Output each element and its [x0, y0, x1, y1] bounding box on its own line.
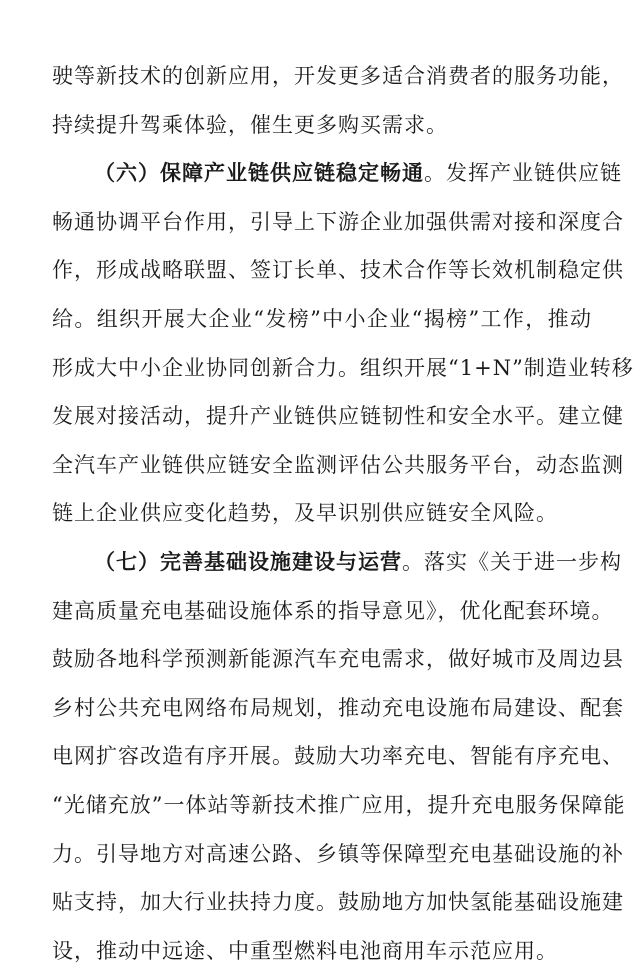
paragraph-line: 鼓励各地科学预测新能源汽车充电需求，做好城市及周边县	[52, 647, 624, 672]
section-6-heading: （六）保障产业链供应链稳定畅通	[94, 161, 424, 186]
section-6-first-line-text: 。发挥产业链供应链	[424, 161, 622, 186]
paragraph-line: 链上企业供应变化趋势，及早识别供应链安全风险。	[52, 501, 558, 526]
paragraph-line: 畅通协调平台作用，引导上下游企业加强供需对接和深度合	[52, 209, 624, 234]
paragraph-line: 驶等新技术的创新应用，开发更多适合消费者的服务功能，	[52, 64, 624, 88]
paragraph-line: 作，形成战略联盟、签订长单、技术合作等长效机制稳定供	[52, 258, 624, 283]
paragraph-line: 形成大中小企业协同创新合力。组织开展“1+N”制造业转移	[52, 355, 634, 380]
paragraph-line: 建高质量充电基础设施体系的指导意见》，优化配套环境。	[52, 598, 614, 623]
paragraph-line: 乡村公共充电网络布局规划，推动充电设施布局建设、配套	[52, 695, 624, 720]
paragraph-line: 电网扩容改造有序开展。鼓励大功率充电、智能有序充电、	[52, 744, 624, 769]
paragraph-line: 贴支持，加大行业扶持力度。鼓励地方加快氢能基础设施建	[52, 890, 624, 915]
paragraph-line: 持续提升驾乘体验，催生更多购买需求。	[52, 112, 448, 137]
section-7-first-line-text: 。落实《关于进一步构	[402, 549, 622, 574]
paragraph-line: 力。引导地方对高速公路、乡镇等保障型充电基础设施的补	[52, 841, 624, 866]
paragraph-line: 给。组织开展大企业“发榜”中小企业“揭榜”工作，推动	[52, 306, 592, 331]
section-7-first-line	[52, 538, 622, 587]
paragraph-line: 设，推动中远途、中重型燃料电池商用车示范应用。	[52, 938, 558, 963]
paragraph-line: “光储充放”一体站等新技术推广应用，提升充电服务保障能	[52, 792, 626, 817]
document-page	[52, 52, 634, 975]
section-6-first-line	[52, 149, 622, 198]
paragraph-line: 全汽车产业链供应链安全监测评估公共服务平台，动态监测	[52, 452, 624, 477]
paragraph-line: 发展对接活动，提升产业链供应链韧性和安全水平。建立健	[52, 404, 624, 429]
section-7-heading: （七）完善基础设施建设与运营	[94, 549, 402, 574]
